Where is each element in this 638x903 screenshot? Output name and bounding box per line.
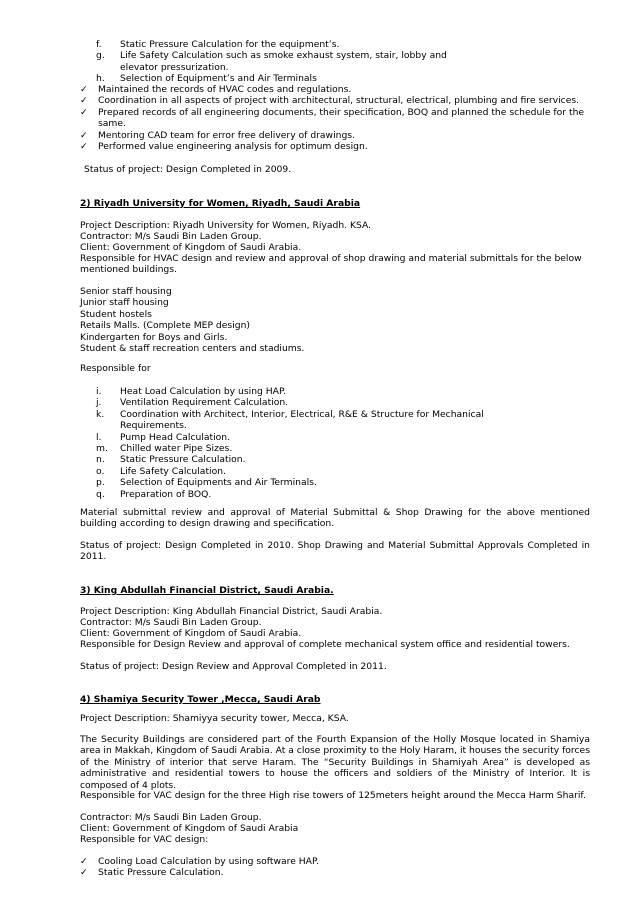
list-item xyxy=(96,489,590,500)
list-text: Coordination with Architect, Interior, Electrical, R&E & Structure for Mechanical Requirements. xyxy=(120,408,484,432)
section-heading: 2) Riyadh University for Women, Riyadh, Saudi Arabia xyxy=(80,198,361,209)
project-responsible xyxy=(80,253,590,276)
project-client: Client: Government of Kingdom of Saudi Arabia. xyxy=(80,628,302,639)
list-text: Chilled water Pipe Sizes. xyxy=(120,443,233,455)
list-item xyxy=(96,50,590,73)
list-text: Life Safety Calculation such as smoke exhaust system, stair, lobby and elevator pressurization. xyxy=(120,50,447,73)
list-marker: p. xyxy=(96,477,105,489)
top-check-list xyxy=(80,84,590,152)
list-item xyxy=(96,454,590,465)
list-item xyxy=(96,466,590,477)
list-marker: j. xyxy=(96,397,102,409)
section-heading: 4) Shamiya Security Tower ,Mecca, Saudi Arab xyxy=(80,694,321,705)
list-item xyxy=(80,130,590,141)
project-contractor: Contractor: M/s Saudi Bin Laden Group. xyxy=(80,812,262,823)
building-list xyxy=(80,286,590,354)
list-text: Performed value engineering analysis for optimum design. xyxy=(98,141,368,153)
list-item: Student hostels xyxy=(80,308,152,320)
status-text: Status of project: Design Review and Approval Completed in 2011. xyxy=(80,661,387,672)
list-text: Mentoring CAD team for error free delivery of drawings. xyxy=(98,129,355,141)
project2-item-list xyxy=(96,386,590,500)
project-responsible: Responsible for Design Review and approval of complete mechanical system office and residential towers. xyxy=(80,639,570,650)
list-text: Static Pressure Calculation for the equipment’s. xyxy=(120,39,340,50)
list-item xyxy=(96,73,590,84)
list-marker: l. xyxy=(96,431,102,443)
check-icon: ✓ xyxy=(80,95,88,107)
project-client: Client: Government of Kingdom of Saudi Arabia. xyxy=(80,242,302,253)
list-item xyxy=(80,95,590,106)
list-text: Heat Load Calculation by using HAP. xyxy=(120,386,286,397)
list-text: Static Pressure Calculation. xyxy=(98,867,224,879)
list-text: Static Pressure Calculation. xyxy=(120,454,246,466)
project-paragraph: The Security Buildings are considered part of the Fourth Expansion of the Holly Mosque located in Shamiya area in Makkah, Kingdom of Saudi Arabia. At a close proximity to the Holy Haram, it houses the security forces of the Ministry of interior that serve Haram. The “Security Buildings in Shamiyah Area” is developed as administrative and residential towers to house the officers and soldiers of the Ministry of Interior. It is composed of 4 plots. xyxy=(80,734,590,791)
list-text: Cooling Load Calculation by using software HAP. xyxy=(98,856,319,867)
list-item xyxy=(96,386,590,397)
list-item: Retails Malls. (Complete MEP design) xyxy=(80,320,250,332)
list-item xyxy=(96,409,590,432)
project-client: Client: Government of Kingdom of Saudi Arabia xyxy=(80,823,299,834)
list-text: Coordination in all aspects of project with architectural, structural, electrical, plumbing and fire services. xyxy=(98,95,580,107)
project-contractor: Contractor: M/s Saudi Bin Laden Group. xyxy=(80,231,262,242)
list-text: Selection of Equipment’s and Air Terminals xyxy=(120,73,317,85)
project-description: Project Description: King Abdullah Financial District, Saudi Arabia. xyxy=(80,606,383,617)
status-text: Status of project: Design Completed in 2009. xyxy=(84,164,292,175)
list-marker: q. xyxy=(96,488,105,500)
check-icon: ✓ xyxy=(80,129,88,141)
project-contractor: Contractor: M/s Saudi Bin Laden Group. xyxy=(80,617,262,628)
project-description: Project Description: Shamiyya security tower, Mecca, KSA. xyxy=(80,713,349,724)
list-marker: m. xyxy=(96,443,108,455)
vac-responsibility: Responsible for VAC design for the three High rise towers of 125meters height around the Mecca Harm Sharif. xyxy=(80,790,586,801)
top-subitem-list xyxy=(96,39,590,85)
check-icon: ✓ xyxy=(80,856,88,867)
list-item xyxy=(96,39,590,50)
list-item xyxy=(96,432,590,443)
list-marker: k. xyxy=(96,408,105,420)
list-item xyxy=(96,477,590,488)
check-icon: ✓ xyxy=(80,106,88,118)
responsible-vac-label: Responsible for VAC design: xyxy=(80,834,209,845)
check-icon: ✓ xyxy=(80,84,88,95)
list-text: Maintained the records of HVAC codes and regulations. xyxy=(98,84,352,95)
list-item xyxy=(96,397,590,408)
list-item xyxy=(80,867,590,878)
list-item xyxy=(80,84,590,95)
list-item: Senior staff housing xyxy=(80,286,172,297)
list-marker: f. xyxy=(96,39,102,50)
list-marker: i. xyxy=(96,386,102,397)
project4-check-list xyxy=(80,856,590,879)
list-text: Life Safety Calculation. xyxy=(120,465,226,477)
material-paragraph: Material submittal review and approval of Material Submittal & Shop Drawing for the above mentioned building according to design drawing and specification. xyxy=(80,507,590,530)
status-text: Status of project: Design Completed in 2010. Shop Drawing and Material Submittal Approvals Completed in 2011. xyxy=(80,540,590,563)
list-item xyxy=(96,443,590,454)
list-item xyxy=(80,141,590,152)
responsible-text: Responsible for HVAC design and review and approval of shop drawing and material submittals for the below mentioned buildings. xyxy=(80,253,582,276)
list-text: Pump Head Calculation. xyxy=(120,431,231,443)
list-item: Kindergarten for Boys and Girls. xyxy=(80,331,228,343)
list-marker: n. xyxy=(96,454,105,466)
project-description: Project Description: Riyadh University for Women, Riyadh. KSA. xyxy=(80,220,372,231)
section-heading: 3) King Abdullah Financial District, Saudi Arabia. xyxy=(80,585,334,596)
list-item: Student & staff recreation centers and stadiums. xyxy=(80,343,305,355)
list-item: Junior staff housing xyxy=(80,297,169,309)
list-marker: h. xyxy=(96,73,105,85)
list-text: Ventilation Requirement Calculation. xyxy=(120,397,289,409)
check-icon: ✓ xyxy=(80,867,88,879)
list-item xyxy=(80,107,590,130)
list-marker: o. xyxy=(96,465,105,477)
list-item xyxy=(80,856,590,867)
list-text: Selection of Equipments and Air Terminals. xyxy=(120,477,317,489)
list-text: Preparation of BOQ. xyxy=(120,488,212,500)
responsible-for-label: Responsible for xyxy=(80,363,151,374)
check-icon: ✓ xyxy=(80,141,88,153)
list-marker: g. xyxy=(96,50,105,62)
list-text: Prepared records of all engineering documents, their specification, BOQ and planned the schedule for the same. xyxy=(98,106,585,130)
